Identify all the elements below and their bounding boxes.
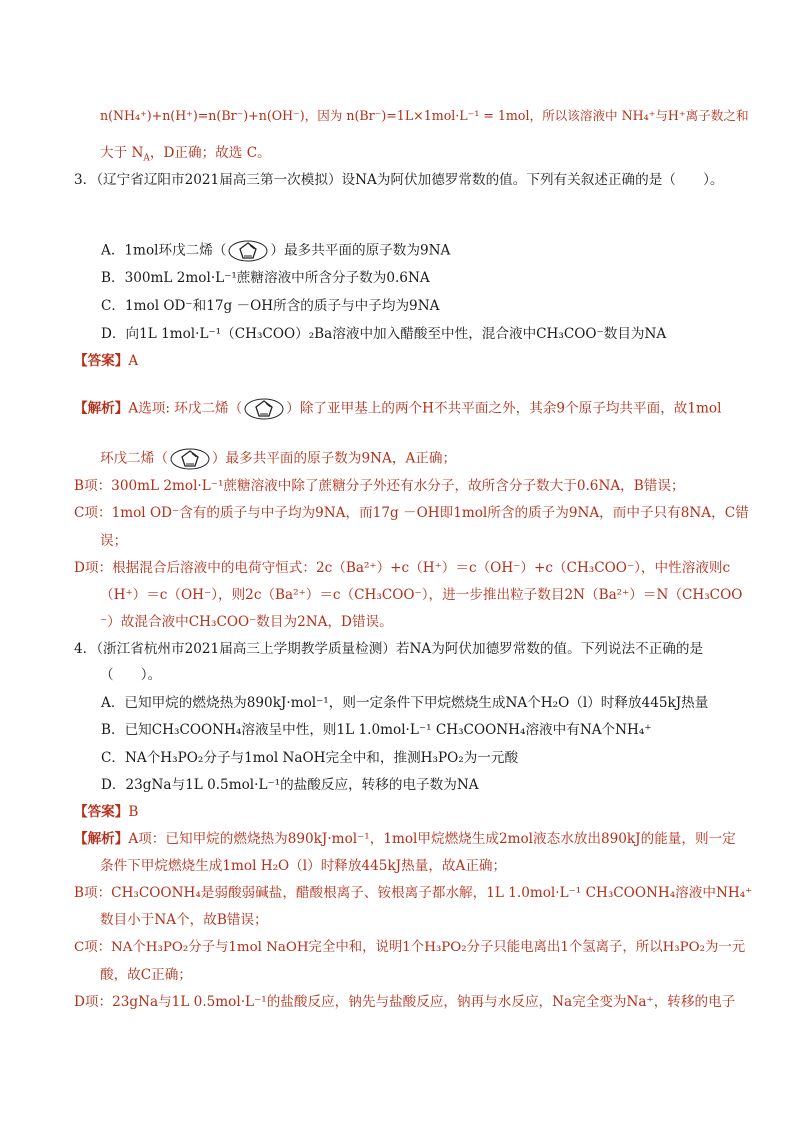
q4-option-b: B．已知CH₃COONH₄溶液呈中性，则1L 1.0mol·L⁻¹ CH₃COONH₄溶液中有NA个NH₄⁺: [101, 722, 652, 738]
q4-option-a: A．已知甲烷的燃烧热为890kJ·mol⁻¹，则一定条件下甲烷燃烧生成NA个H₂O（l）时释放445kJ热量: [101, 695, 709, 711]
q3-option-b: B．300mL 2mol·L⁻¹蔗糖溶液中所含分子数为0.6NA: [101, 270, 430, 286]
q3-analysis-line-2: 环戊二烯（ ）最多共平面的原子数为9NA，A正确；: [100, 448, 456, 470]
cyclopentadiene-structure-icon: [228, 240, 268, 262]
q3-analysis-line-3: B项：300mL 2mol·L⁻¹蔗糖溶液中除了蔗糖分子外还有水分子，故所含分子数大于0.6NA，B错误；: [74, 478, 685, 494]
q4-analysis-line-5: C项：NA个H₃PO₂分子与1mol NaOH完全中和，说明1个H₃PO₂分子只能电离出1个氢离子，所以H₃PO₂为一元: [74, 940, 746, 955]
q4-analysis-line-7: D项：23gNa与1L 0.5mol·L⁻¹的盐酸反应，钠先与盐酸反应，钠再与水反应，Na完全变为Na⁺，转移的电子: [74, 994, 736, 1010]
q3-analysis-line-5: 误；: [100, 533, 128, 549]
q3-option-a: A．1mol环戊二烯（ ）最多共平面的原子数为9NA: [101, 240, 450, 262]
cyclopentadiene-structure-icon: [170, 448, 210, 470]
q4-option-d: D．23gNa与1L 0.5mol·L⁻¹的盐酸反应，转移的电子数为NA: [101, 777, 479, 793]
q4-analysis-line-2: 条件下甲烷燃烧生成1mol H₂O（l）时释放445kJ热量，故A正确；: [100, 858, 507, 874]
q3-analysis-line-7: （H⁺）＝c（OH⁻），则2c（Ba²⁺）＝c（CH₃COO⁻），进一步推出粒子数目2N（Ba²⁺）＝N（CH₃COO: [100, 587, 743, 603]
q4-stem-line-2: （ ）。: [100, 667, 162, 683]
cyclopentadiene-structure-icon: [244, 398, 284, 420]
q3-option-d: D．向1L 1mol·L⁻¹（CH₃COO）₂Ba溶液中加入醋酸至中性，混合液中CH₃COO⁻数目为NA: [101, 326, 667, 342]
q3-analysis-line-8: ⁻）故混合液中CH₃COO⁻数目为2NA，D错误。: [100, 614, 393, 630]
carry-line-2: 大于 $N_A$，D正确；故选 C。: [100, 145, 271, 164]
q3-analysis-line-1: 【解析】A选项: 环戊二烯（ ）除了亚甲基上的两个H不共平面之外，其余9个原子均共平面，故1mol: [74, 398, 721, 420]
q4-stem-line-1: 4．（浙江省杭州市2021届高三上学期教学质量检测）若NA为阿伏加德罗常数的值。下列说法不正确的是: [74, 641, 704, 657]
q3-analysis-line-4: C项：1mol OD⁻含有的质子与中子均为9NA，而17g －OH即1mol所含的质子为9NA，而中子只有8NA，C错: [74, 505, 749, 521]
q4-answer: 【答案】B: [74, 804, 139, 820]
q3-answer: 【答案】A: [74, 353, 139, 369]
q4-analysis-line-4: 数目小于NA个，故B错误；: [100, 912, 268, 928]
q4-option-c: C．NA个H₃PO₂分子与1mol NaOH完全中和，推测H₃PO₂为一元酸: [101, 750, 519, 766]
q4-analysis-line-3: B项：CH₃COONH₄是弱酸弱碱盐，醋酸根离子、铵根离子都水解，1L 1.0mol·L⁻¹ CH₃COONH₄溶液中NH₄⁺: [74, 885, 753, 901]
q3-stem: 3．（辽宁省辽阳市2021届高三第一次模拟）设NA为阿伏加德罗常数的值。下列有关叙述正确的是（ ）。: [74, 172, 724, 188]
q4-analysis-line-1: 【解析】A项：已知甲烷的燃烧热为890kJ·mol⁻¹，1mol甲烷燃烧生成2mol液态水放出890kJ的能量，则一定: [74, 831, 736, 847]
q3-option-c: C．1mol OD⁻和17g －OH所含的质子与中子均为9NA: [101, 298, 440, 314]
carry-line-1: n(NH₄⁺)+n(H⁺)=n(Br⁻)+n(OH⁻)，因为 n(Br⁻)=1L×1mol·L⁻¹ = 1mol，所以该溶液中 NH₄⁺与H⁺离子数之和: [100, 108, 749, 123]
q3-analysis-line-6: D项：根据混合后溶液中的电荷守恒式：2c（Ba²⁺）+c（H⁺）＝c（OH⁻）+c（CH₃COO⁻），中性溶液则c: [74, 560, 731, 576]
q4-analysis-line-6: 酸，故C正确；: [100, 967, 192, 983]
